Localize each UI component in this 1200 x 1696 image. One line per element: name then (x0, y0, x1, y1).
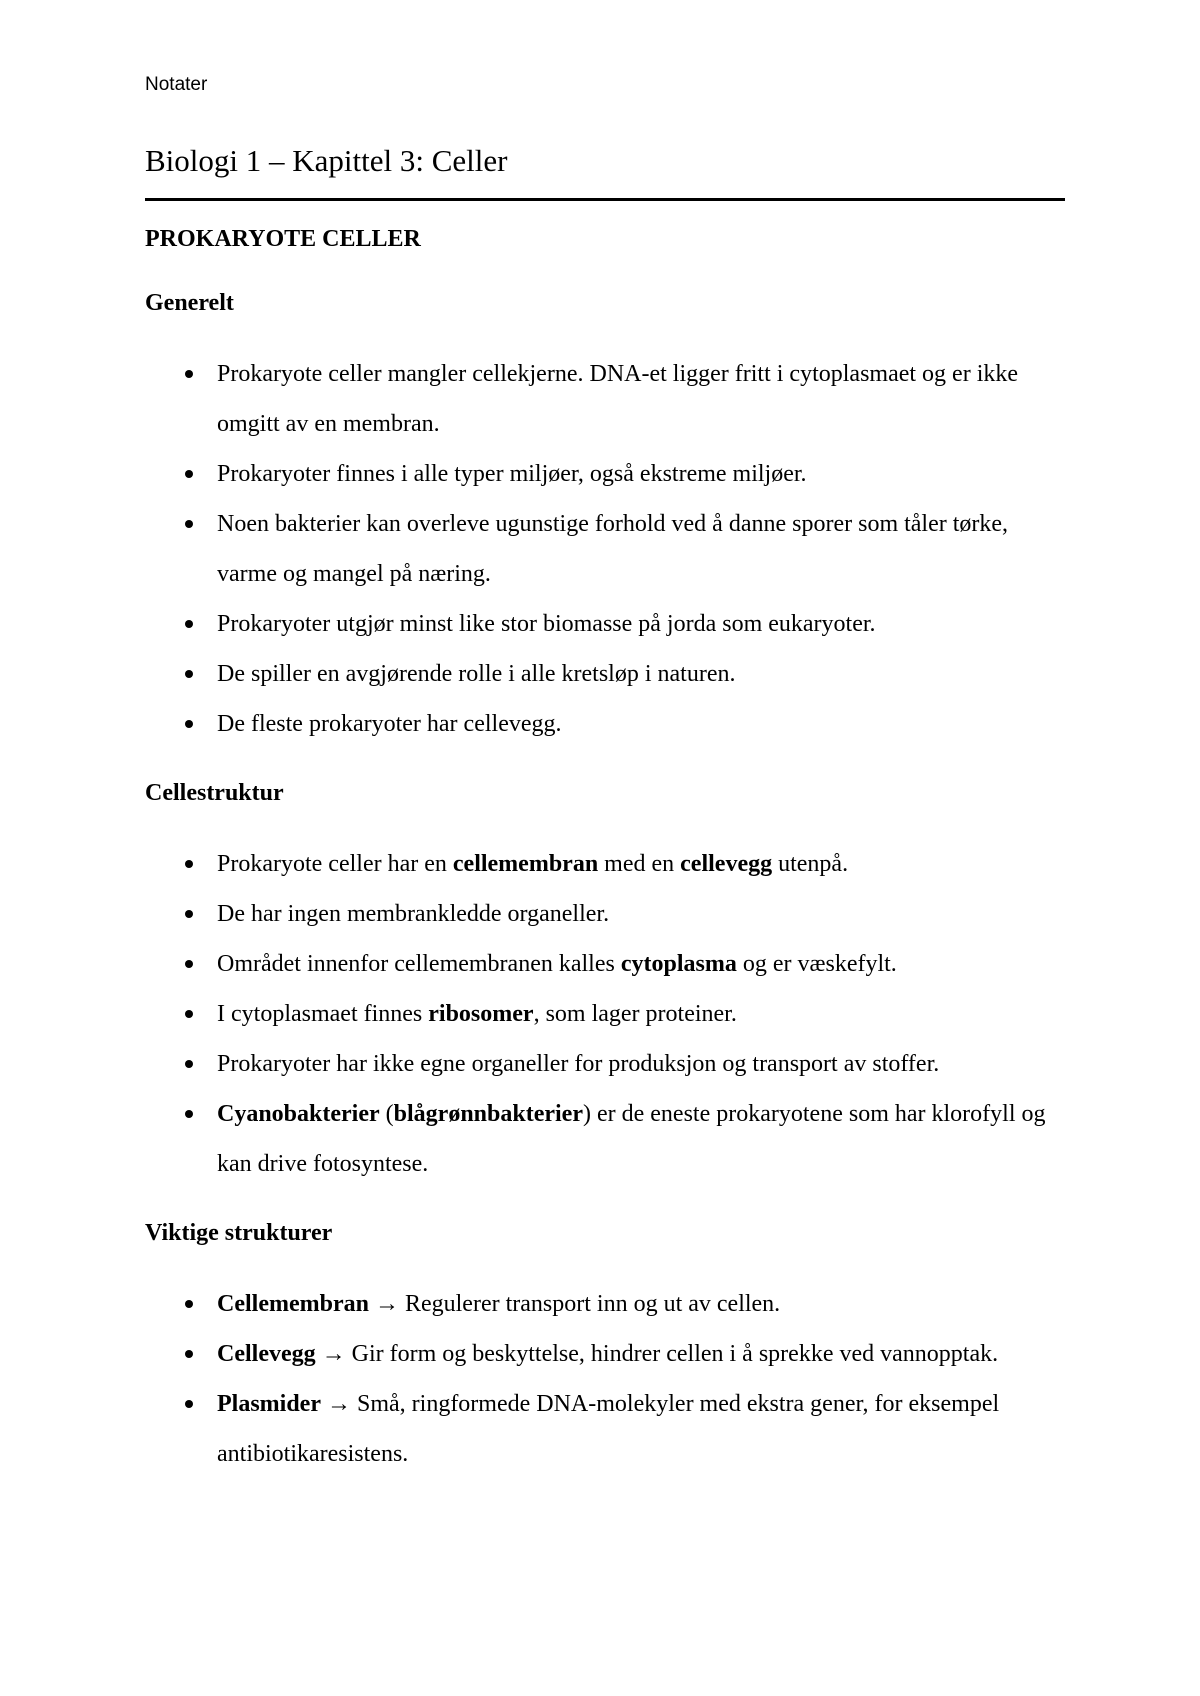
item-text: Noen bakterier kan overleve ugunstige forhold ved å danne sporer som tåler tørke, varme og mangel på næring. (217, 511, 1009, 587)
list-item (145, 839, 1065, 889)
subsection-heading: Generelt (145, 290, 234, 316)
list-item (145, 1329, 1065, 1379)
bullet-list (145, 349, 1065, 749)
item-text: og er væskefylt. (736, 951, 897, 977)
item-text: Området innenfor cellemembranen kalles (217, 951, 621, 977)
list-item (145, 599, 1065, 649)
key-term: Cyanobakterier (217, 1101, 380, 1127)
item-text: I cytoplasmaet finnes (217, 1001, 429, 1027)
item-text: De spiller en avgjørende rolle i alle kretsløp i naturen. (217, 661, 736, 687)
item-text: Prokaryoter utgjør minst like stor biomasse på jorda som eukaryoter. (217, 611, 876, 637)
section-title: PROKARYOTE CELLER (145, 226, 421, 252)
key-term: blågrønnbakterier (393, 1101, 583, 1127)
document-body (145, 140, 1065, 1479)
subsection-heading: Viktige strukturer (145, 1220, 333, 1246)
item-text: → Gir form og beskyttelse, hindrer cellen i å sprekke ved vannopptak. (315, 1341, 999, 1367)
item-text: → Regulerer transport inn og ut av cellen. (368, 1291, 781, 1317)
list-item (145, 939, 1065, 989)
list-item (145, 889, 1065, 939)
key-term: Cellevegg (217, 1341, 316, 1367)
list-item (145, 649, 1065, 699)
item-text: ) er de eneste prokaryotene som har klorofyll og kan drive fotosyntese. (217, 1101, 1046, 1177)
item-text: Prokaryoter har ikke egne organeller for produksjon og transport av stoffer. (217, 1051, 940, 1077)
page-header-label: Notater (145, 74, 208, 95)
list-item (145, 699, 1065, 749)
item-text: Prokaryoter finnes i alle typer miljøer, også ekstreme miljøer. (217, 461, 807, 487)
list-item (145, 989, 1065, 1039)
bullet-list (145, 839, 1065, 1189)
item-text: med en (598, 851, 681, 877)
key-term: cellemembran (452, 851, 599, 877)
item-text: De har ingen membrankledde organeller. (217, 901, 610, 927)
list-item (145, 1379, 1065, 1479)
key-term: Plasmider (217, 1391, 321, 1417)
item-text: Prokaryote celler har en (217, 851, 453, 877)
item-text: Prokaryote celler mangler cellekjerne. DNA-et ligger fritt i cytoplasmaet og er ikke omgitt av en membran. (217, 361, 1019, 437)
key-term: Cellemembran (217, 1291, 369, 1317)
bullet-list (145, 1279, 1065, 1479)
item-text: , som lager proteiner. (533, 1001, 737, 1027)
subsection-heading: Cellestruktur (145, 780, 284, 806)
list-item (145, 349, 1065, 449)
list-item (145, 449, 1065, 499)
key-term: cellevegg (680, 851, 773, 877)
document-title: Biologi 1 – Kapittel 3: Celler (145, 140, 1065, 201)
item-text: ( (379, 1101, 394, 1127)
list-item (145, 1089, 1065, 1189)
key-term: ribosomer (428, 1001, 534, 1027)
list-item (145, 1039, 1065, 1089)
list-item (145, 1279, 1065, 1329)
list-item (145, 499, 1065, 599)
item-text: utenpå. (772, 851, 849, 877)
item-text: → Små, ringformede DNA-molekyler med ekstra gener, for eksempel antibiotikaresistens. (217, 1391, 1000, 1467)
item-text: De fleste prokaryoter har cellevegg. (217, 711, 562, 737)
subsections (145, 283, 1065, 1479)
key-term: cytoplasma (620, 951, 737, 977)
